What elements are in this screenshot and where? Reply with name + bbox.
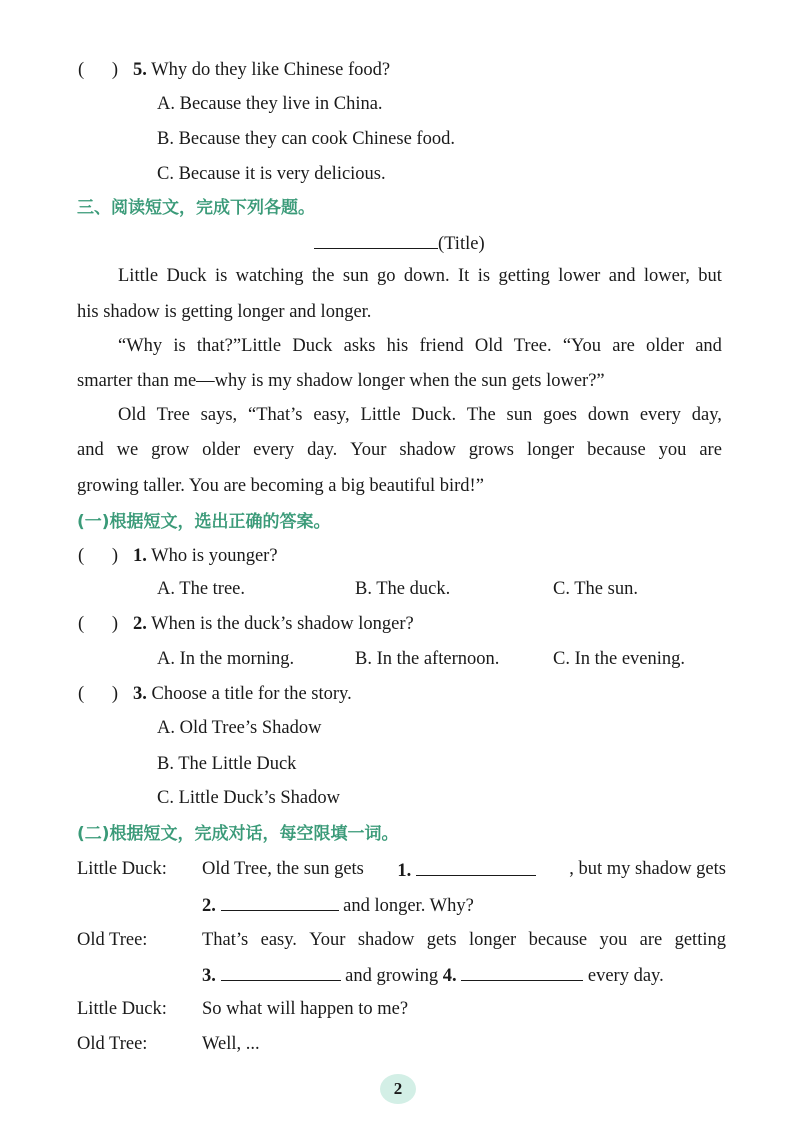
question-number: 5. xyxy=(133,60,147,80)
dialogue-line-5: So what will happen to me? xyxy=(202,999,409,1019)
dialogue-text: and longer. Why? xyxy=(343,896,474,916)
blank-1 xyxy=(397,857,536,883)
blank-number: 1. xyxy=(397,861,412,881)
dialogue-text: and growing xyxy=(345,966,439,986)
part2-heading: (二)根据短文，完成对话，每空限填一词。 xyxy=(77,824,399,844)
question-3 xyxy=(133,682,352,706)
answer-paren: ( ) xyxy=(78,60,119,80)
section-heading: 三、阅读短文，完成下列各题。 xyxy=(77,198,315,218)
option: C. Little Duck’s Shadow xyxy=(157,788,340,808)
question-text: Choose a title for the story. xyxy=(151,684,352,704)
answer-blank xyxy=(461,962,583,981)
option: C. Because it is very delicious. xyxy=(157,164,386,184)
option: B. In the afternoon. xyxy=(355,649,500,669)
title-blank-line xyxy=(314,230,485,256)
question-5 xyxy=(133,58,390,82)
speaker-label: Little Duck: xyxy=(77,999,167,1019)
passage-line: Little Duck is watching the sun go down. It is getting lower and lower, but xyxy=(118,266,722,286)
dialogue-line-2 xyxy=(202,892,474,918)
answer-blank xyxy=(416,857,536,876)
speaker-label: Little Duck: xyxy=(77,859,167,879)
option: C. The sun. xyxy=(553,579,638,599)
question-2 xyxy=(133,612,414,636)
title-blank xyxy=(314,230,438,249)
option: B. The duck. xyxy=(355,579,451,599)
question-number: 2. xyxy=(133,614,147,634)
question-text: When is the duck’s shadow longer? xyxy=(151,614,414,634)
answer-blank xyxy=(221,962,341,981)
question-text: Who is younger? xyxy=(151,546,278,566)
question-text: Why do they like Chinese food? xyxy=(151,60,391,80)
blank-number: 2. xyxy=(202,896,216,916)
option: C. In the evening. xyxy=(553,649,686,669)
passage-line: his shadow is getting longer and longer. xyxy=(77,302,372,322)
option: A. The tree. xyxy=(157,579,246,599)
option: B. The Little Duck xyxy=(157,754,297,774)
dialogue-line-4 xyxy=(202,962,664,988)
answer-paren: ( ) xyxy=(78,546,119,566)
passage-line: Old Tree says, “That’s easy, Little Duck. The sun goes down every day, xyxy=(118,405,722,425)
page-number: 2 xyxy=(380,1074,416,1104)
dialogue-line-3: That’s easy. Your shadow gets longer because you are getting xyxy=(202,930,726,950)
option: A. Because they live in China. xyxy=(157,94,383,114)
question-number: 3. xyxy=(133,684,147,704)
option: A. In the morning. xyxy=(157,649,295,669)
question-1 xyxy=(133,544,278,568)
blank-number: 3. xyxy=(202,966,216,986)
answer-blank xyxy=(221,892,339,911)
passage-line: smarter than me—why is my shadow longer when the sun gets lower?” xyxy=(77,371,605,391)
dialogue-text: , but my shadow gets xyxy=(569,859,726,879)
part1-heading: (一)根据短文，选出正确的答案。 xyxy=(77,512,331,532)
answer-paren: ( ) xyxy=(78,614,119,634)
option: A. Old Tree’s Shadow xyxy=(157,718,322,738)
title-label: (Title) xyxy=(438,234,485,254)
question-number: 1. xyxy=(133,546,147,566)
passage-line: “Why is that?”Little Duck asks his friend Old Tree. “You are older and xyxy=(118,336,722,356)
dialogue-line-1 xyxy=(202,857,726,883)
dialogue-line-6: Well, ... xyxy=(202,1034,260,1054)
speaker-label: Old Tree: xyxy=(77,1034,148,1054)
dialogue-text: every day. xyxy=(587,966,664,986)
speaker-label: Old Tree: xyxy=(77,930,148,950)
passage-line: and we grow older every day. Your shadow grows longer because you are xyxy=(77,440,722,460)
blank-number: 4. xyxy=(442,966,457,986)
passage-line: growing taller. You are becoming a big beautiful bird!” xyxy=(77,476,484,496)
dialogue-text: Old Tree, the sun gets xyxy=(202,859,364,879)
option: B. Because they can cook Chinese food. xyxy=(157,129,455,149)
answer-paren: ( ) xyxy=(78,684,119,704)
